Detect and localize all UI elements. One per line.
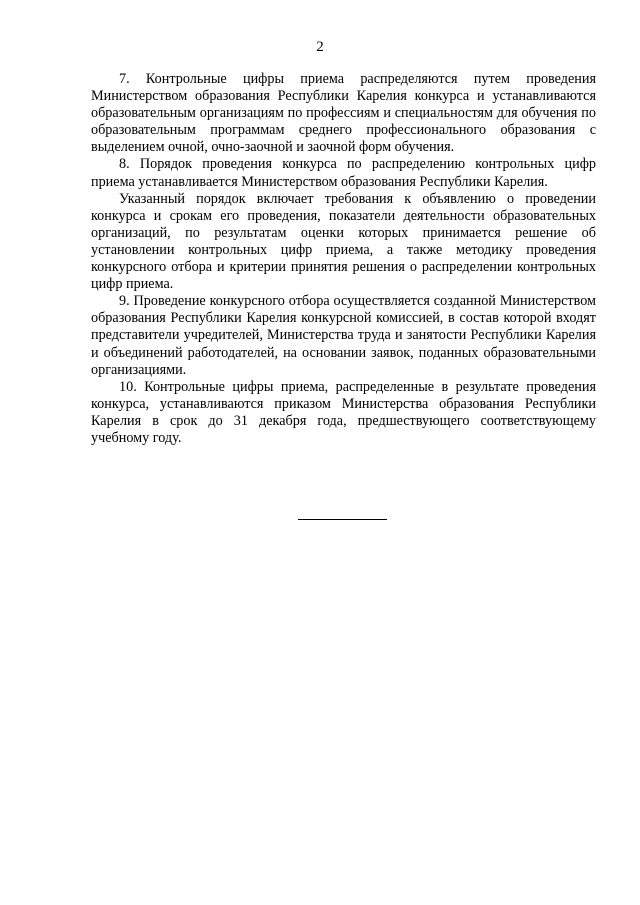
end-divider-line <box>298 519 387 520</box>
document-body <box>91 71 596 447</box>
paragraph-8-details: Указанный порядок включает требования к объявлению о проведении конкурса и срокам его проведения, показатели деятельности образовательных организаций, по результатам оценки которых принимается решение об установлении контрольных цифр приема, а также методику проведения конкурсного отбора и критерии принятия решения о распределении контрольных цифр приема. <box>91 190 596 293</box>
paragraph-10: 10. Контрольные цифры приема, распределенные в результате проведения конкурса, устанавливаются приказом Министерства образования Республики Карелия в срок до 31 декабря года, предшествующего соответствующему учебному году. <box>91 378 596 446</box>
page-number: 2 <box>316 39 324 55</box>
paragraph-9: 9. Проведение конкурсного отбора осуществляется созданной Министерством образования Республики Карелия конкурсной комиссией, в состав которой входят представители учредителей, Министерства труда и занятости Республики Карелия и объединений работодателей, на основании заявок, поданных образовательными организациями. <box>91 293 596 378</box>
paragraph-7: 7. Контрольные цифры приема распределяются путем проведения Министерством образования Республики Карелия конкурса и устанавливаются образовательным организациям по профессиям и специальностям для обучения по образовательным программам среднего профессионального образования с выделением очной, очно-заочной и заочной форм обучения. <box>91 71 596 156</box>
paragraph-8: 8. Порядок проведения конкурса по распределению контрольных цифр приема устанавливается Министерством образования Республики Карелия. <box>91 156 596 190</box>
